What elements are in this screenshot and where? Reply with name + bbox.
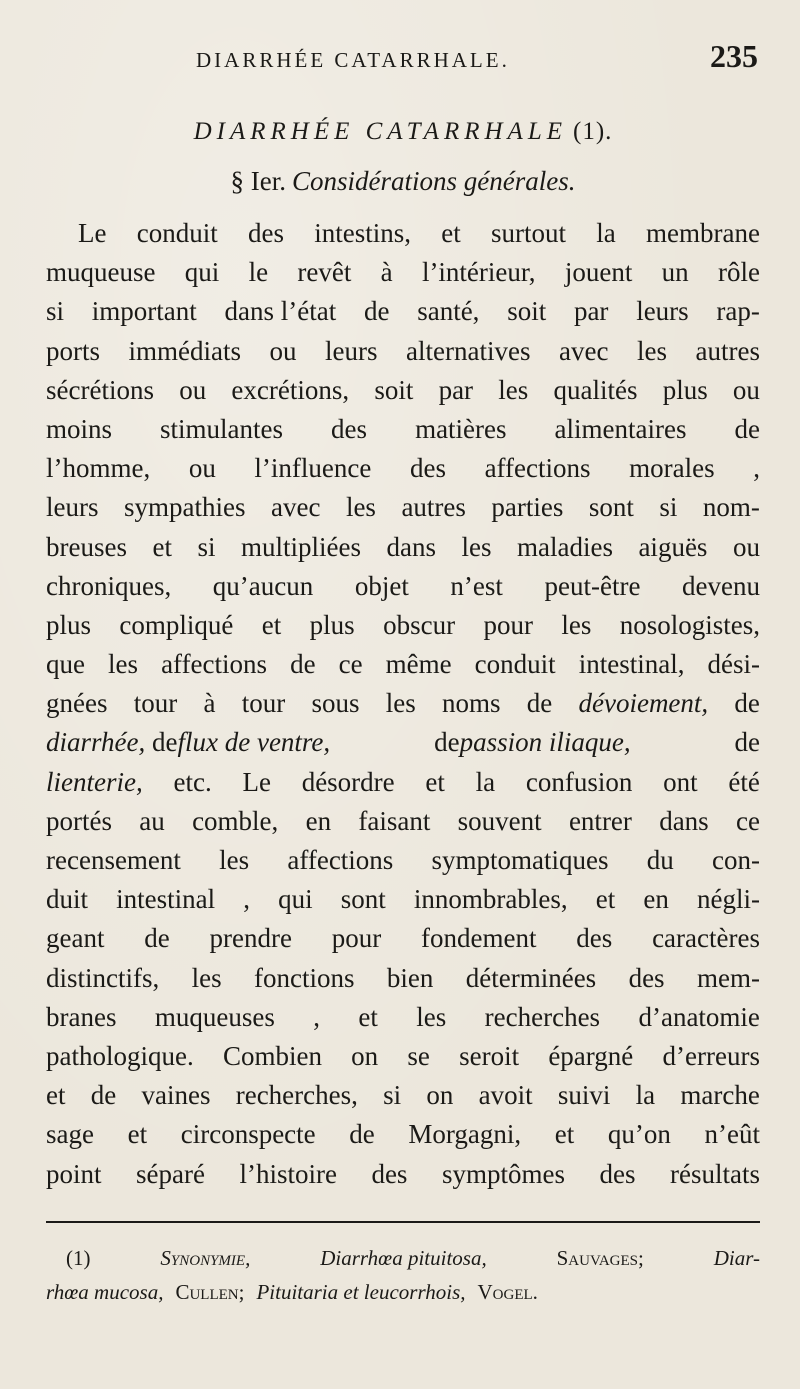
text-line	[46, 332, 760, 371]
running-title: DIARRHÉE CATARRHALE.	[196, 48, 510, 72]
word: sous	[311, 688, 360, 719]
word: autres	[401, 492, 466, 523]
footnote-line	[46, 1275, 760, 1309]
word: sympathies	[123, 492, 246, 523]
word: soit	[507, 296, 547, 327]
word: l’homme,	[46, 453, 151, 484]
word: comble,	[192, 805, 279, 836]
word: point	[46, 1158, 102, 1189]
word: ce	[736, 805, 760, 836]
word: gnées	[46, 688, 108, 719]
word: matières	[415, 413, 507, 444]
word: de	[734, 688, 760, 719]
word: vaines	[141, 1080, 211, 1111]
word: sécrétions	[46, 374, 154, 405]
word: qui	[278, 884, 313, 915]
word: seroit	[459, 1040, 520, 1071]
word: immédiats	[128, 335, 241, 366]
word: les	[636, 335, 667, 366]
text-line	[46, 449, 760, 488]
word: revêt	[297, 257, 352, 288]
text-line	[46, 214, 760, 253]
word: dans l’état	[224, 296, 337, 327]
word: de	[152, 727, 178, 758]
word: les	[561, 609, 592, 640]
text-line	[46, 292, 760, 331]
word: alimentaires	[554, 413, 687, 444]
word: fondement	[421, 923, 537, 954]
word: le	[248, 257, 269, 288]
word: branes	[46, 1001, 117, 1032]
word: l’intérieur,	[421, 257, 536, 288]
text-line	[46, 959, 760, 998]
word: du	[646, 845, 674, 875]
word: caractères	[652, 923, 760, 954]
word: avoit	[478, 1080, 533, 1111]
word: tour	[241, 688, 286, 719]
section-number: § Ier.	[230, 166, 286, 196]
word: mem-	[696, 962, 760, 993]
word: ,	[313, 1001, 320, 1032]
word: d’anatomie	[638, 1001, 760, 1032]
word: conduit	[136, 218, 218, 248]
word: désordre	[301, 766, 395, 797]
word: portés	[46, 805, 112, 836]
word: confusion	[525, 766, 633, 797]
word: symptomatiques	[431, 845, 609, 875]
word: affections	[287, 845, 394, 875]
word: dans	[659, 805, 709, 836]
word: dési-	[707, 649, 760, 680]
word: de	[90, 1080, 117, 1111]
word: par	[438, 374, 474, 405]
word: se	[407, 1040, 430, 1071]
word: ce	[338, 649, 363, 680]
word: et	[46, 1080, 66, 1111]
text-line	[46, 567, 760, 606]
word: l’influence	[254, 453, 372, 484]
word: duit	[46, 884, 89, 915]
word: négli-	[697, 884, 760, 915]
text-line	[46, 488, 760, 527]
word: de	[349, 1119, 375, 1150]
footnote-divider	[46, 1221, 760, 1223]
word: séparé	[136, 1158, 205, 1189]
section-title	[46, 166, 760, 210]
word: pour	[483, 609, 533, 640]
word: qualités	[553, 374, 638, 405]
word: de	[734, 727, 760, 758]
word: innombrables,	[413, 884, 568, 915]
section-label: Considérations générales.	[291, 166, 576, 196]
word: breuses	[46, 531, 127, 562]
word: des	[247, 218, 284, 248]
word: rap-	[716, 296, 760, 327]
italic-term: diarrhée,	[46, 727, 146, 758]
word: épargné	[548, 1040, 634, 1071]
word: de	[734, 413, 760, 444]
text-line	[46, 528, 760, 567]
word: geant	[46, 923, 105, 954]
word: la	[475, 766, 496, 797]
word: et	[441, 218, 461, 248]
word: ou	[732, 374, 760, 405]
word: été	[728, 766, 760, 797]
word: ,	[753, 453, 760, 484]
word: des	[371, 1158, 408, 1189]
footnote-author: Sauvages;	[556, 1245, 644, 1270]
word: ont	[663, 766, 698, 797]
footnote-term: Diarrhœa pituitosa,	[320, 1245, 487, 1270]
word: nosologistes,	[619, 609, 760, 640]
word: de	[144, 923, 170, 954]
text-line	[46, 1076, 760, 1115]
word: les	[385, 688, 416, 719]
word: con-	[711, 845, 760, 875]
word: recherches,	[235, 1080, 358, 1111]
word: Combien	[222, 1040, 322, 1071]
word: intestins,	[314, 218, 411, 248]
word: pathologique.	[46, 1040, 194, 1071]
word: si	[46, 296, 65, 327]
text-line	[46, 763, 760, 802]
word: bien	[386, 962, 434, 993]
word: peut-être	[544, 570, 641, 601]
word: plus	[309, 609, 355, 640]
word: des	[409, 453, 446, 484]
word: aiguës	[638, 531, 708, 562]
word: sont	[588, 492, 634, 523]
running-head	[46, 38, 760, 78]
word: dans	[386, 531, 436, 562]
word: de	[363, 296, 390, 327]
word: parties	[491, 492, 564, 523]
word: des	[576, 923, 613, 954]
word: avec	[559, 335, 609, 366]
word: si	[197, 531, 216, 562]
text-line	[46, 802, 760, 841]
body-text	[46, 214, 760, 1194]
word: Morgagni,	[408, 1119, 522, 1150]
word: affections	[161, 649, 268, 680]
word: l’histoire	[239, 1158, 337, 1189]
word: et	[261, 609, 282, 640]
word: les	[108, 649, 139, 680]
word: de	[290, 649, 316, 680]
word: que	[46, 649, 85, 680]
word: la	[635, 1080, 656, 1111]
word: les	[345, 492, 376, 523]
footnote-term: Diar-	[713, 1245, 760, 1270]
chapter-title-text: DIARRHÉE CATARRHALE	[193, 118, 567, 145]
word: stimulantes	[160, 413, 284, 444]
word: recensement	[46, 845, 181, 875]
word: ou	[179, 374, 207, 405]
word: prendre	[209, 923, 292, 954]
text-line	[46, 1037, 760, 1076]
word: qu’aucun	[212, 570, 314, 601]
page-number: 235	[710, 38, 758, 74]
word: alternatives	[406, 335, 531, 366]
word: noms	[441, 688, 501, 719]
word: avec	[270, 492, 321, 523]
text-line	[46, 606, 760, 645]
footnote-term: rhœa mucosa,	[46, 1279, 164, 1304]
word: multipliées	[241, 531, 361, 562]
word: d’erreurs	[662, 1040, 760, 1071]
synonymie-label: Synonymie,	[160, 1245, 251, 1270]
footnote-reference: (1).	[573, 118, 613, 145]
word: on	[426, 1080, 454, 1111]
word: Le	[78, 218, 107, 248]
word: ou	[188, 453, 216, 484]
word	[434, 723, 631, 762]
word: et	[127, 1119, 148, 1150]
word: ports	[46, 335, 100, 366]
word: entrer	[568, 805, 632, 836]
word: qui	[184, 257, 220, 288]
word: résultats	[669, 1158, 760, 1189]
text-line	[46, 998, 760, 1037]
word: les	[498, 374, 529, 405]
word: Le	[242, 766, 271, 797]
word: les	[416, 1001, 447, 1032]
word: les	[461, 531, 492, 562]
word: leurs	[636, 296, 689, 327]
word: des	[331, 413, 368, 444]
word: intestinal,	[578, 649, 685, 680]
word: maladies	[516, 531, 613, 562]
word: membrane	[646, 218, 760, 248]
word: soit	[374, 374, 414, 405]
word: recherches	[484, 1001, 601, 1032]
word: des	[628, 962, 665, 993]
italic-term: passion iliaque,	[459, 727, 631, 758]
word: symptômes	[441, 1158, 565, 1189]
italic-term: lienterie,	[46, 766, 143, 797]
word: plus	[46, 609, 92, 640]
word: à	[380, 257, 393, 288]
text-line	[46, 841, 760, 880]
word: plus	[662, 374, 708, 405]
text-line	[46, 645, 760, 684]
word: si	[659, 492, 678, 523]
word: etc.	[173, 766, 212, 797]
word: chroniques,	[46, 570, 172, 601]
word: qu’on	[607, 1119, 671, 1150]
italic-term: dévoiement,	[578, 688, 709, 719]
text-line	[46, 684, 760, 723]
chapter-title	[46, 118, 760, 158]
word: leurs	[46, 492, 99, 523]
word: ou	[269, 335, 297, 366]
footnote-author: Cullen;	[175, 1279, 245, 1304]
word: un	[661, 257, 689, 288]
word: intestinal	[116, 884, 216, 915]
footnote	[46, 1241, 760, 1309]
word: muqueuses	[154, 1001, 275, 1032]
word: nom-	[702, 492, 760, 523]
word: en	[305, 805, 332, 836]
word: et	[554, 1119, 575, 1150]
word: distinctifs,	[46, 962, 160, 993]
word: par	[573, 296, 609, 327]
text-line	[46, 919, 760, 958]
footnote-line	[46, 1241, 760, 1275]
word: muqueuse	[46, 257, 156, 288]
footnote-marker: (1)	[66, 1245, 91, 1270]
word: morales	[629, 453, 715, 484]
word: pour	[331, 923, 382, 954]
text-line	[46, 371, 760, 410]
word: faisant	[358, 805, 431, 836]
word: moins	[46, 413, 113, 444]
word: affections	[484, 453, 591, 484]
word: excrétions,	[231, 374, 350, 405]
word: obscur	[383, 609, 456, 640]
word: déterminées	[465, 962, 597, 993]
footnote-term: Pituitaria et leucorrhois,	[256, 1279, 466, 1304]
footnote-author: Vogel.	[477, 1279, 538, 1304]
text-line	[46, 1155, 760, 1194]
word: à	[203, 688, 216, 719]
word: important	[91, 296, 197, 327]
text-line	[46, 723, 760, 762]
word: de	[434, 727, 460, 758]
word: rôle	[717, 257, 760, 288]
text-line	[46, 1115, 760, 1154]
word: ou	[732, 531, 760, 562]
word: compliqué	[119, 609, 234, 640]
word: des	[599, 1158, 636, 1189]
word: tour	[133, 688, 178, 719]
text-line	[46, 880, 760, 919]
word: les	[191, 962, 222, 993]
word: fonctions	[254, 962, 355, 993]
italic-term: flux de ventre,	[177, 727, 331, 758]
word: la	[596, 218, 616, 248]
word: et	[358, 1001, 378, 1032]
word: n’est	[450, 570, 503, 601]
word: objet	[354, 570, 409, 601]
word: sage	[46, 1119, 94, 1150]
word: circonspecte	[180, 1119, 316, 1150]
word: si	[383, 1080, 402, 1111]
word: et	[595, 884, 616, 915]
word: devenu	[682, 570, 760, 601]
word: et	[425, 766, 445, 797]
word: au	[139, 805, 165, 836]
word: et	[152, 531, 172, 562]
word: les	[219, 845, 250, 875]
word: suivi	[557, 1080, 611, 1111]
word: on	[351, 1040, 379, 1071]
text-line	[46, 253, 760, 292]
word: santé,	[417, 296, 480, 327]
word: jouent	[564, 257, 633, 288]
word: marche	[680, 1080, 760, 1111]
word: sont	[340, 884, 386, 915]
word: n’eût	[704, 1119, 760, 1150]
word: ,	[243, 884, 250, 915]
text-line	[46, 410, 760, 449]
word: de	[526, 688, 553, 719]
word: souvent	[457, 805, 542, 836]
word: autres	[695, 335, 760, 366]
word: conduit	[474, 649, 556, 680]
word: leurs	[325, 335, 378, 366]
word: en	[643, 884, 669, 915]
word: même	[385, 649, 452, 680]
word	[46, 723, 330, 762]
word: surtout	[491, 218, 567, 248]
